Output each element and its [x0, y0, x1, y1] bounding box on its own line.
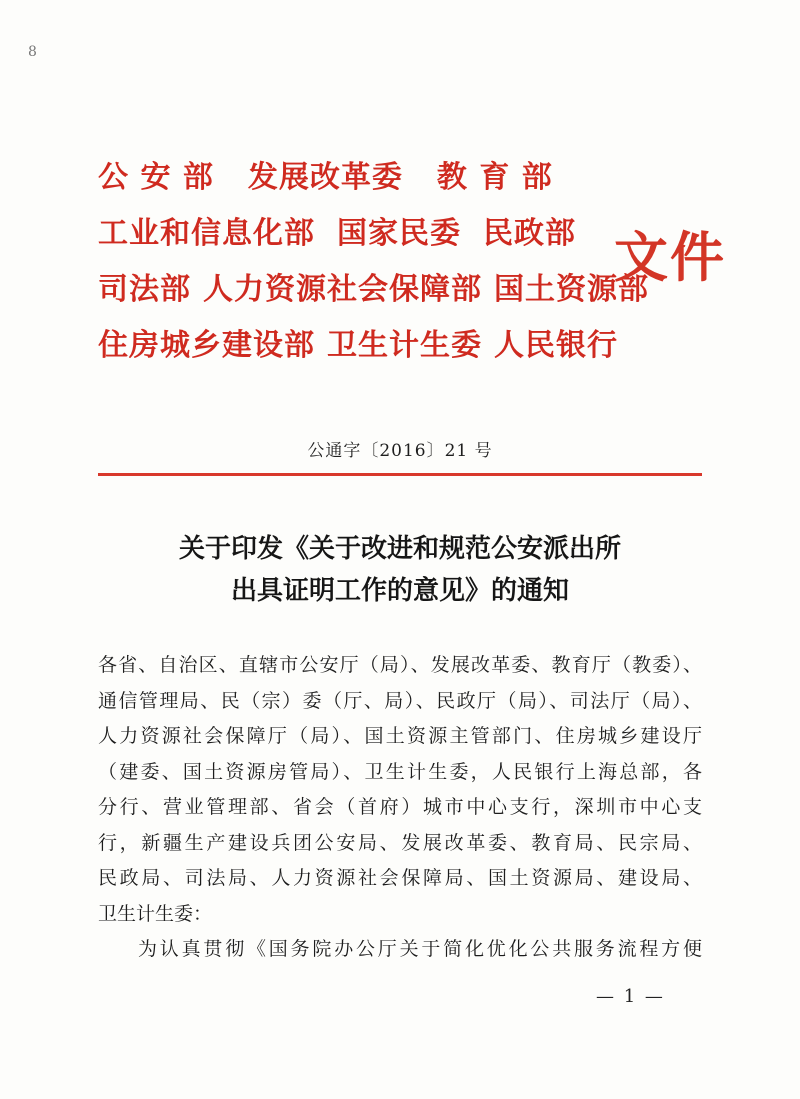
agency-name: 司法部: [98, 272, 191, 307]
body-line: （建委、国土资源房管局）、卫生计生委，人民银行上海总部，各: [98, 760, 702, 783]
body-line: 民政局、司法局、人力资源社会保障局、国土资源局、建设局、: [98, 867, 702, 889]
agency-name: 发展改革委: [247, 160, 403, 195]
agency-name: 国土资源部: [494, 272, 649, 307]
title-line-1: 关于印发《关于改进和规范公安派出所: [178, 534, 621, 564]
body-line: 人力资源社会保障厅（局）、国土资源主管部门、住房城乡建设厅: [98, 725, 702, 747]
body-paragraph-start: 为认真贯彻《国务院办公厅关于简化优化公共服务流程方便: [138, 938, 702, 960]
document-label: 文件: [614, 226, 726, 289]
agency-line-4: [98, 318, 618, 374]
agency-name: 国家民委: [337, 216, 461, 251]
agency-name: 人力资源社会保障部: [203, 272, 482, 307]
agency-line-3: [98, 262, 649, 318]
document-number: 公通字〔2016〕21 号: [307, 441, 493, 461]
title-line-2: 出具证明工作的意见》的通知: [230, 576, 569, 606]
body-text: [98, 648, 702, 968]
body-line: 通信管理局、民（宗）委（厅、局）、民政厅（局）、司法厅（局）、: [98, 689, 702, 712]
agency-name: 民政部: [483, 216, 576, 251]
agency-name: 教 育 部: [436, 160, 553, 195]
agency-name: 住房城乡建设部: [98, 328, 315, 363]
agency-name: 人民银行: [494, 328, 618, 363]
red-divider: [98, 473, 702, 476]
agency-name: 公 安 部: [98, 160, 214, 195]
corner-mark: 8: [28, 44, 37, 60]
body-line: 行，新疆生产建设兵团公安局、发展改革委、教育局、民宗局、: [98, 831, 702, 854]
issuing-agencies: [98, 150, 649, 374]
body-line: 卫生计生委：: [98, 902, 213, 925]
body-line: 各省、自治区、直辖市公安厅（局）、发展改革委、教育厅（教委）、: [98, 654, 702, 676]
body-line: 分行、营业管理部、省会（首府）城市中心支行，深圳市中心支: [98, 796, 702, 818]
agency-name: 工业和信息化部: [98, 216, 315, 251]
document-title: [0, 528, 800, 612]
agency-name: 卫生计生委: [327, 328, 482, 363]
agency-line-1: [98, 150, 618, 206]
page-number: — 1 —: [596, 986, 665, 1007]
agency-line-2: [98, 206, 618, 262]
